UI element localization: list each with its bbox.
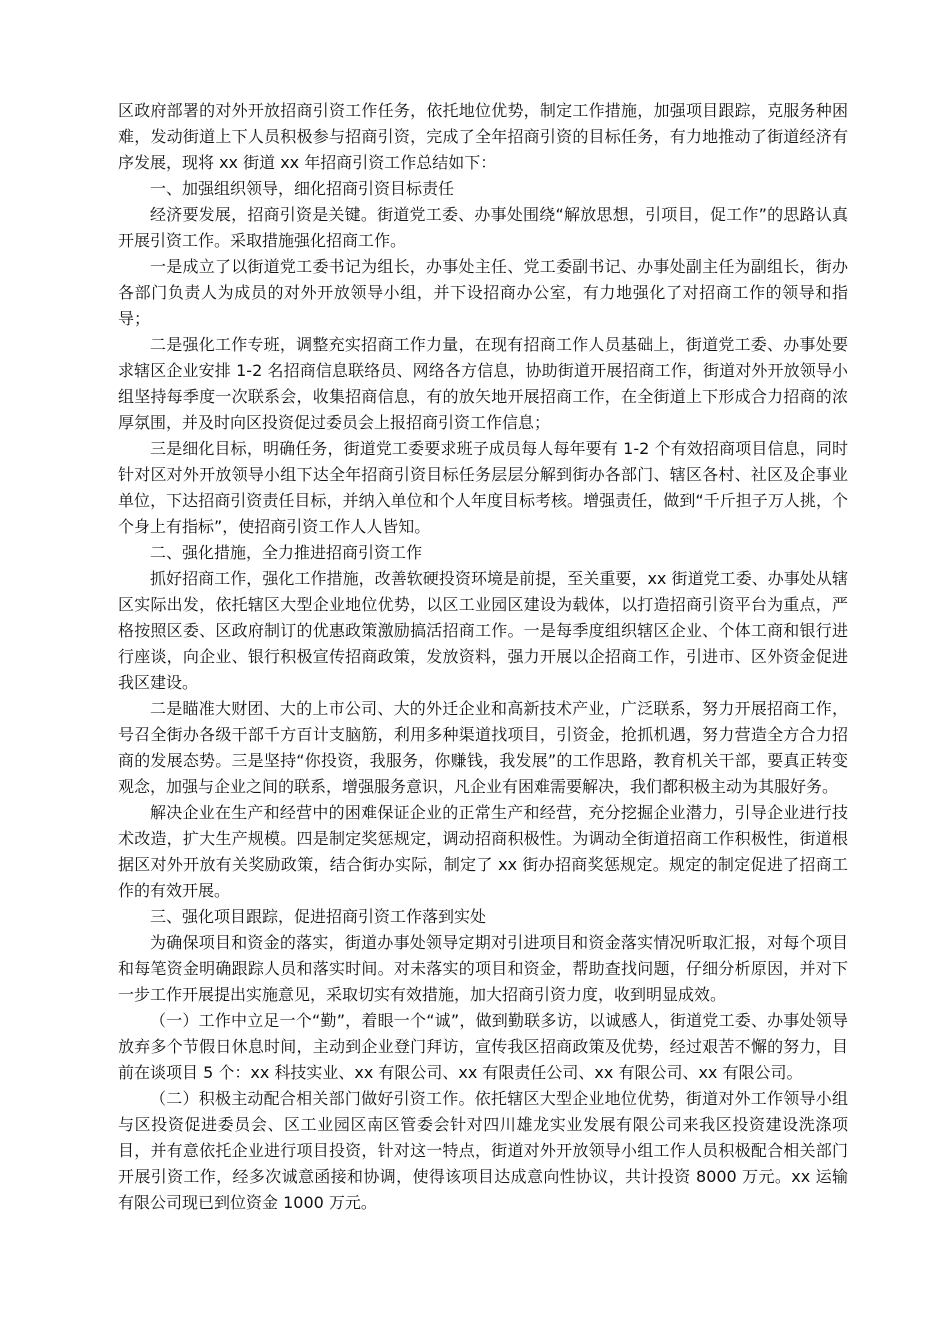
paragraph: 二是瞄准大财团、大的上市公司、大的外迁企业和高新技术产业，广泛联系，努力开展招商工作，号召全街办各级干部千方百计支脑筋，利用多种渠道找项目，引资金，抢抓机遇，努力营造全方合力招商的发展态势。三是坚持“你投资，我服务，你赚钱，我发展”的工作思路，教育机关干部，要真正转变观念，加强与企业之间的联系，增强服务意识，凡企业有困难需要解决，我们都积极主动为其服好务。 [118,699,848,796]
paragraph: （一）工作中立足一个“勤”，着眼一个“诚”，做到勤联多访，以诚感人，街道党工委、办事处领导放弃多个节假日休息时间，主动到企业登门拜访，宣传我区招商政策及优势，经过艰苦不懈的努力，目前在谈项目 5 个：xx 科技实业、xx 有限公司、xx 有限责任公司、xx 有限公司、xx 有限公司。 [118,1011,848,1082]
intro-paragraph: 区政府部署的对外开放招商引资工作任务，依托地位优势，制定工作措施，加强项目跟踪，克服务种困难，发动街道上下人员积极参与招商引资，完成了全年招商引资的目标任务，有力地推动了街道经济有序发展，现将 xx 街道 xx 年招商引资工作总结如下： [118,101,848,172]
section-heading-2: 二、强化措施，全力推进招商引资工作 [150,543,423,562]
paragraph: （二）积极主动配合相关部门做好引资工作。依托辖区大型企业地位优势，街道对外工作领导小组与区投资促进委员会、区工业园区南区管委会针对四川雄龙实业发展有限公司来我区投资建设洗涤项目，并有意依托企业进行项目投资，针对这一特点，街道对外开放领导小组工作人员积极配合相关部门开展引资工作，经多次诚意函接和协调，使得该项目达成意向性协议，共计投资 8000 万元。xx 运输有限公司现已到位资金 1000 万元。 [118,1089,848,1212]
paragraph: 三是细化目标，明确任务，街道党工委要求班子成员每人每年要有 1-2 个有效招商项目信息，同时针对区对外开放领导小组下达全年招商引资目标任务层层分解到街办各部门、辖区各村、社区及企事业单位，下达招商引资责任目标，并纳入单位和个人年度目标考核。增强责任，做到“千斤担子万人挑，个个身上有指标”，使招商引资工作人人皆知。 [118,439,848,536]
paragraph: 二是强化工作专班，调整充实招商工作力量，在现有招商工作人员基础上，街道党工委、办事处要求辖区企业安排 1-2 名招商信息联络员、网络各方信息，协助街道开展招商工作，街道对外开放领导小组坚持每季度一次联系会，收集招商信息，有的放矢地开展招商工作，在全街道上下形成合力招商的浓厚氛围，并及时向区投资促过委员会上报招商引资工作信息； [118,335,848,432]
paragraph: 为确保项目和资金的落实，街道办事处领导定期对引进项目和资金落实情况听取汇报，对每个项目和每笔资金明确跟踪人员和落实时间。对未落实的项目和资金，帮助查找问题，仔细分析原因，并对下一步工作开展提出实施意见，采取切实有效措施，加大招商引资力度，收到明显成效。 [118,933,848,1004]
paragraph: 解决企业在生产和经营中的困难保证企业的正常生产和经营，充分挖掘企业潜力，引导企业进行技术改造，扩大生产规模。四是制定奖惩规定，调动招商积极性。为调动全街道招商工作积极性，街道根据区对外开放有关奖励政策，结合街办实际，制定了 xx 街办招商奖惩规定。规定的制定促进了招商工作的有效开展。 [118,803,848,900]
section-heading-3: 三、强化项目跟踪，促进招商引资工作落到实处 [150,907,487,926]
paragraph: 一是成立了以街道党工委书记为组长，办事处主任、党工委副书记、办事处副主任为副组长，街办各部门负责人为成员的对外开放领导小组，并下设招商办公室，有力地强化了对招商工作的领导和指导； [118,257,848,328]
document-body [118,98,848,1216]
section-heading-1: 一、加强组织领导，细化招商引资目标责任 [150,179,455,198]
paragraph: 抓好招商工作，强化工作措施，改善软硬投资环境是前提，至关重要，xx 街道党工委、办事处从辖区实际出发，依托辖区大型企业地位优势，以区工业园区建设为载体，以打造招商引资平台为重点，严格按照区委、区政府制订的优惠政策激励搞活招商工作。一是每季度组织辖区企业、个体工商和银行进行座谈，向企业、银行积极宣传招商政策，发放资料，强力开展以企招商工作，引进市、区外资金促进我区建设。 [118,569,848,692]
paragraph: 经济要发展，招商引资是关键。街道党工委、办事处围绕“解放思想，引项目，促工作”的思路认真开展引资工作。采取措施强化招商工作。 [118,205,848,250]
